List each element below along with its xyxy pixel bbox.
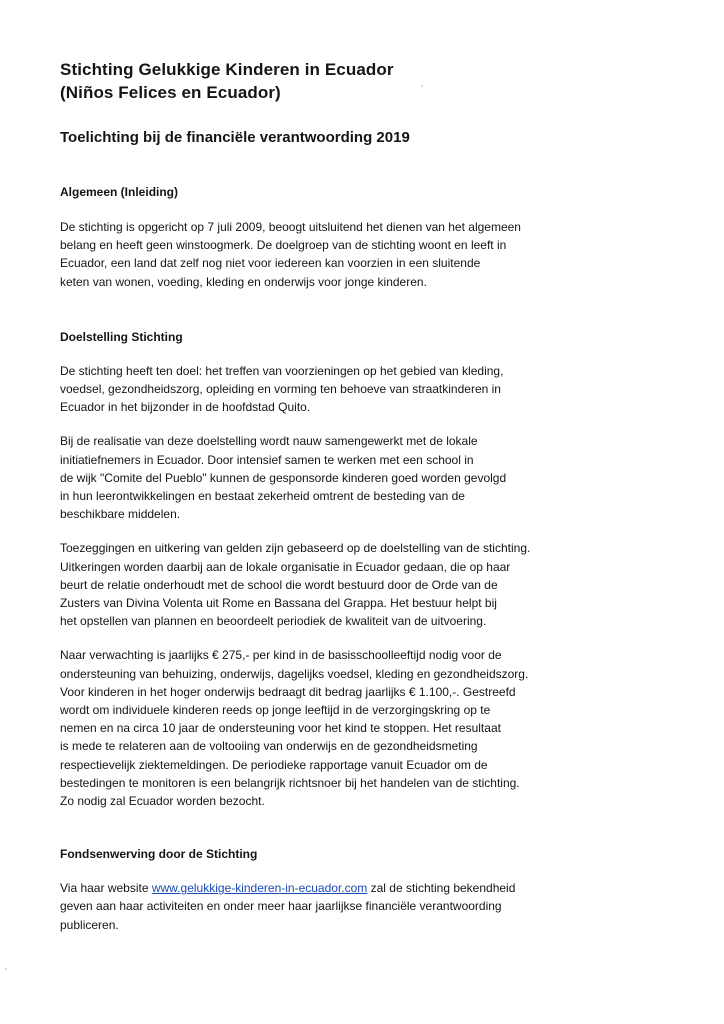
- heading-objective: Doelstelling Stichting: [60, 329, 183, 344]
- paragraph-objective-1: De stichting heeft ten doel: het treffen van voorzieningen op het gebied van kleding, voedsel, gezondheidszorg, opleiding en vorming ten behoeve van straatkinderen in Ecuador in het bijzonder in de hoofdstad Quito.: [60, 363, 504, 415]
- document-subtitle: Toelichting bij de financiële verantwoording 2019: [60, 129, 410, 146]
- fundraising-text-after-link: zal de stichting bekendheid geven aan haar activiteiten en onder meer haar jaarlijkse financiële verantwoording publiceren.: [60, 881, 516, 932]
- paragraph-fundraising: [60, 879, 550, 934]
- paragraph-objective-3: Toezeggingen en uitkering van gelden zijn gebaseerd op de doelstelling van de stichting. Uitkeringen worden daarbij aan de lokale organisatie in Ecuador gedaan, die op haar beurt de relatie onderhoudt met de school die wordt bestuurd door de Orde van de Zusters van Divina Volenta uit Rome en Bassana del Grappa. Het bestuur helpt bij het opstellen van plannen en beoordeelt periodiek de kwaliteit van de uitvoering.: [60, 541, 531, 629]
- title-line-2: (Niños Felices en Ecuador): [60, 83, 281, 102]
- paragraph-general: De stichting is opgericht op 7 juli 2009, beoogt uitsluitend het dienen van het algemeen belang en heeft geen winstoogmerk. De doelgroep van de stichting woont en leeft in Ecuador, een land dat zelf nog niet voor iedereen kan voorzien in een sluitende keten van wonen, voeding, kleding en onderwijs voor jonge kinderen.: [60, 220, 521, 289]
- document-title: [60, 58, 550, 104]
- fundraising-text-before-link: Via haar website: [60, 881, 152, 896]
- website-link[interactable]: www.gelukkige-kinderen-in-ecuador.com: [151, 881, 368, 896]
- heading-general: Algemeen (Inleiding): [60, 185, 179, 199]
- paragraph-objective-2: Bij de realisatie van deze doelstelling wordt nauw samengewerkt met de lokale initiatiefnemers in Ecuador. Door intensief samen te werken met een school in de wijk "Comite del Pueblo" kunnen de gesponsorde kinderen goed worden gevolgd in hun leerontwikkelingen en bestaat zekerheid omtrent de besteding van de beschikbare middelen.: [60, 434, 507, 522]
- paragraph-objective-4: Naar verwachting is jaarlijks € 275,- per kind in de basisschoolleeftijd nodig voor de ondersteuning van behuizing, onderwijs, dagelijks voedsel, kleding en gezondheidszorg. Voor kinderen in het hoger onderwijs bedraagt dit bedrag jaarlijks € 1.100,-. Gestreefd wordt om individuele kinderen reeds op jonge leeftijd in de verzorgingskring op te nemen en na circa 10 jaar de ondersteuning voor het kind te stoppen. Het resultaat is mede te relateren aan de voltooiing van onderwijs en de gezondheidsmeting respectievelijk ziektemeldingen. De periodieke rapportage vanuit Ecuador om de bestedingen te monitoren is een belangrijk richtsnoer bij het handelen van de stichting. Zo nodig zal Ecuador worden bezocht.: [60, 648, 529, 809]
- document-body: [60, 58, 550, 934]
- scan-speck: [5, 968, 7, 970]
- heading-fundraising: Fondsenwerving door de Stichting: [60, 847, 258, 862]
- title-line-1: Stichting Gelukkige Kinderen in Ecuador: [60, 60, 394, 79]
